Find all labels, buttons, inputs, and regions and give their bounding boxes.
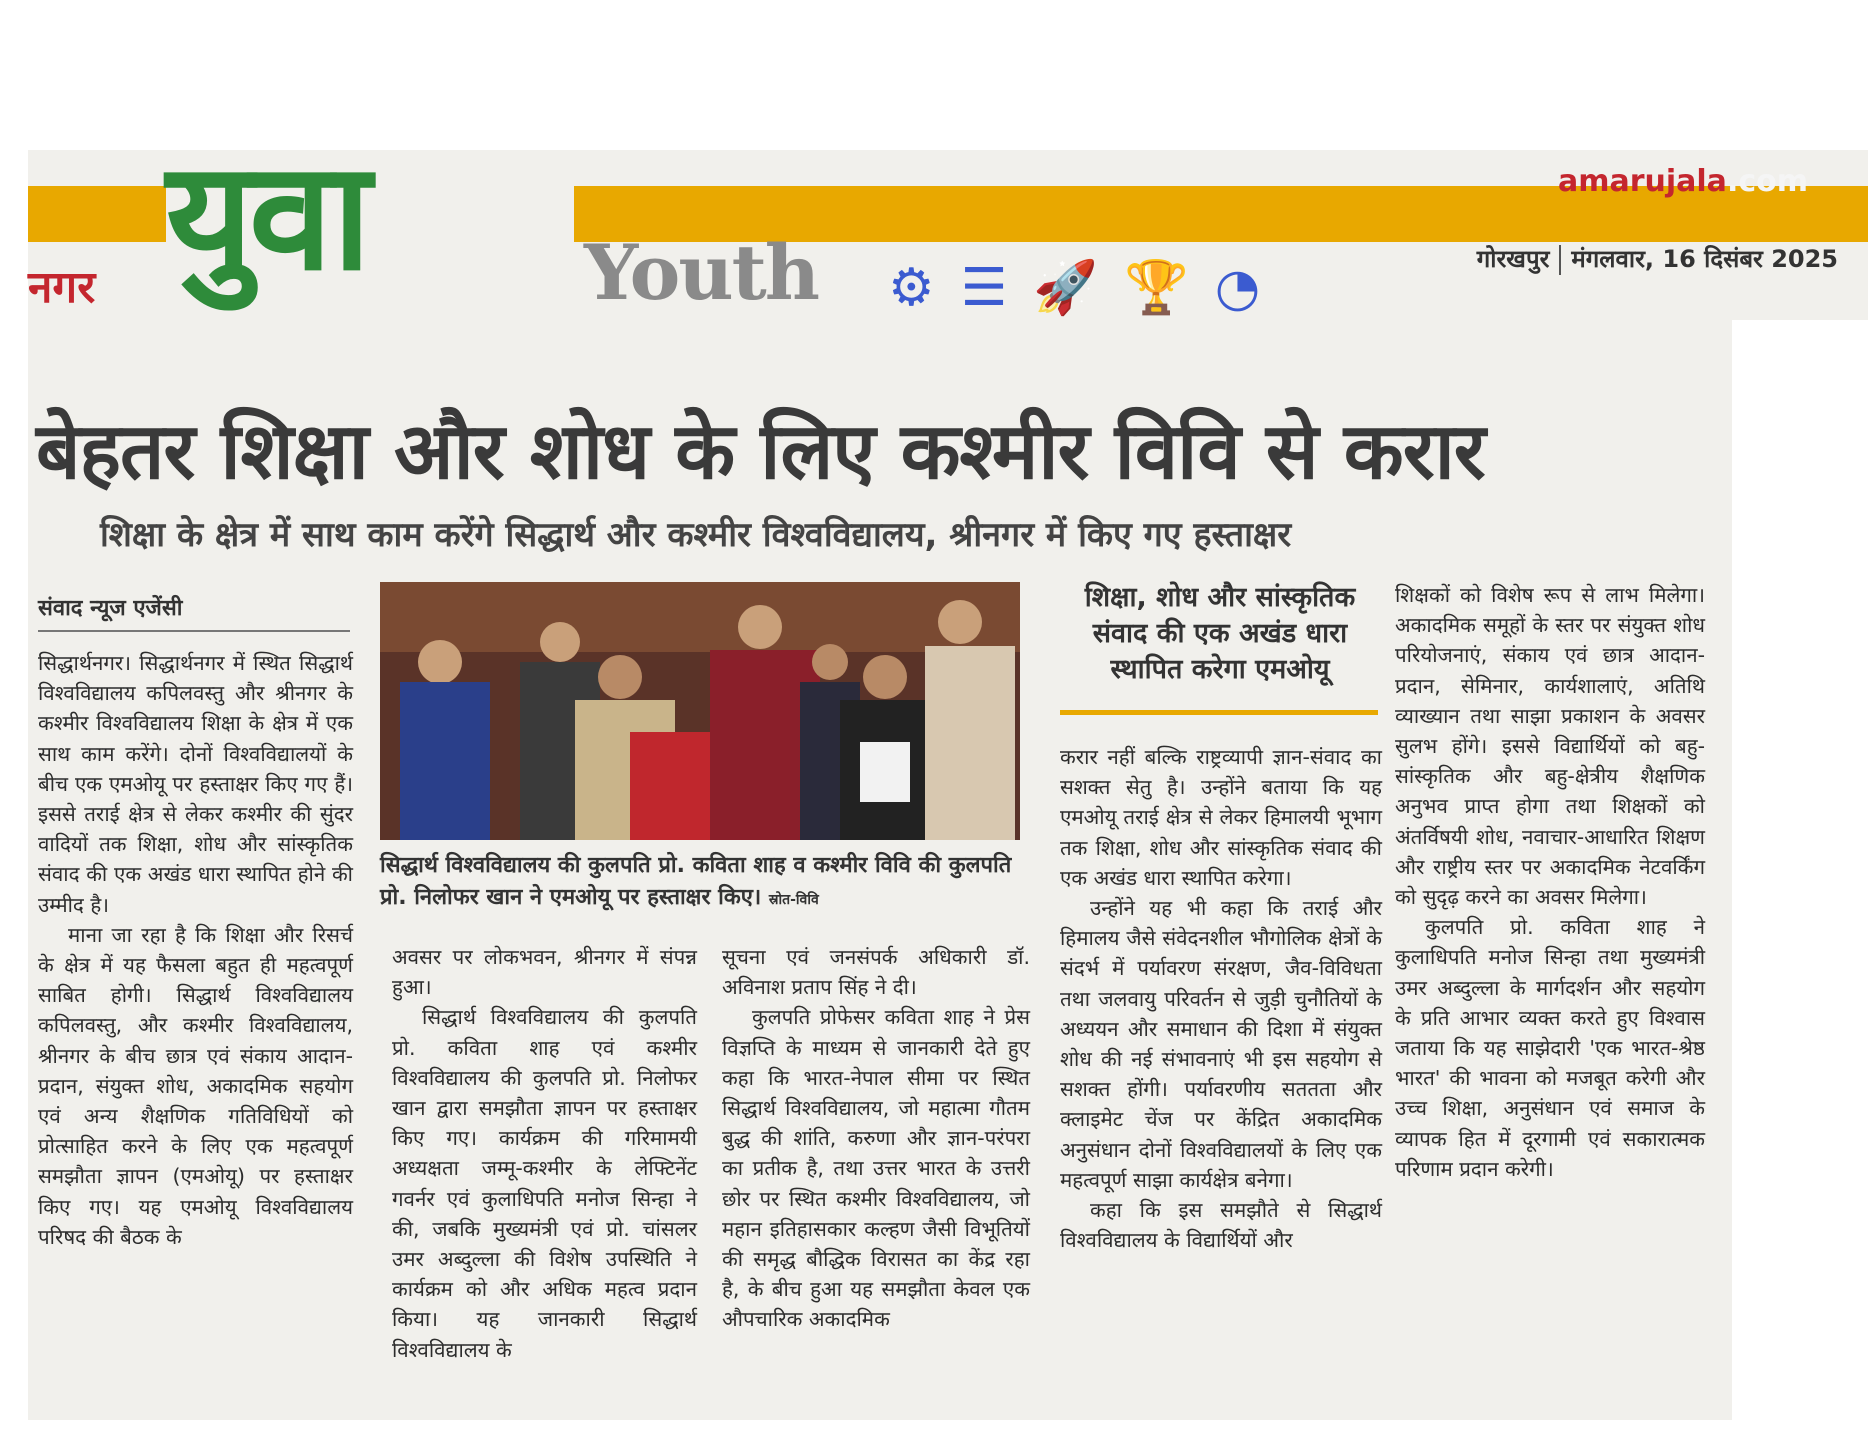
paragraph: सिद्धार्थ विश्वविद्यालय की कुलपति प्रो. कविता शाह एवं कश्मीर विश्वविद्यालय की कुलपति प्रो. निलोफर खान द्वारा समझौता ज्ञापन पर हस्ताक्षर किए गए। कार्यक्रम की गरिमामयी अध्यक्षता जम्मू-कश्मीर के लेफ्टिनेंट गवर्नर एवं कुलाधिपति मनोज सिन्हा ने की, जबकि मुख्यमंत्री एवं प्रो. चांसलर उमर अब्दुल्ला की विशेष उपस्थिति ने कार्यक्रम को और अधिक महत्व प्रदान किया। यह जानकारी सिद्धार्थ विश्वविद्यालय के [392, 1005, 697, 1362]
paragraph: सूचना एवं जनसंपर्क अधिकारी डॉ. अविनाश प्रताप सिंह ने दी। [722, 945, 1030, 1000]
paragraph: शिक्षकों को विशेष रूप से लाभ मिलेगा। अकादमिक समूहों के स्तर पर संयुक्त शोध परियोजनाएं, संकाय एवं छात्र आदान-प्रदान, सेमिनार, कार्यशालाएं, अतिथि व्याख्यान तथा साझा प्रकाशन के अवसर सुलभ होंगे। इससे विद्यार्थियों को बहु-सांस्कृतिक और बहु-क्षेत्रीय शैक्षणिक अनुभव प्राप्त होगा तथा शिक्षकों को अंतर्विषयी शोध, नवाचार-आधारित शिक्षण और राष्ट्रीय स्तर पर अकादमिक नेटवर्किंग को सुदृढ़ करने का अवसर मिलेगा। [1395, 583, 1705, 910]
byline: संवाद न्यूज एजेंसी [38, 596, 183, 621]
column-4 [1060, 742, 1382, 1255]
paragraph: कुलपति प्रोफेसर कविता शाह ने प्रेस विज्ञप्ति के माध्यम से जानकारी देते हुए कहा कि भारत-नेपाल सीमा पर स्थित सिद्धार्थ विश्वविद्यालय, जो महात्मा गौतम बुद्ध की शांति, करुणा और ज्ञान-परंपरा का प्रतीक है, तथा उत्तर भारत के उत्तरी छोर पर स्थित कश्मीर विश्वविद्यालय, जो महान इतिहासकार कल्हण जैसी विभूतियों की समृद्ध बौद्धिक विरासत का केंद्र रहा है, के बीच हुआ यह समझौता केवल एक औपचारिक अकादमिक [722, 1005, 1030, 1332]
dateline [1477, 242, 1838, 275]
brand-logo: amarujala.com [1557, 164, 1808, 199]
column-5 [1395, 580, 1705, 1184]
photo-illustration [380, 582, 1020, 840]
article-photo [380, 582, 1020, 840]
column-3 [722, 942, 1030, 1335]
paragraph: उन्होंने यह भी कहा कि तराई और हिमालय जैसे संवेदनशील भौगोलिक क्षेत्रों के संदर्भ में पर्यावरण संरक्षण, जैव-विविधता तथा जलवायु परिवर्तन से जुड़ी चुनौतियों के अध्ययन और समाधान की दिशा में संयुक्त शोध की नई संभावनाएं भी इस सहयोग से सशक्त होंगी। पर्यावरणीय सततता और क्लाइमेट चेंज पर केंद्रित अकादमिक अनुसंधान दोनों विश्वविद्यालयों के लिए एक महत्वपूर्ण साझा कार्यक्षेत्र बनेगा। [1060, 896, 1382, 1192]
subheadline: शिक्षा के क्षेत्र में साथ काम करेंगे सिद्धार्थ और कश्मीर विश्वविद्यालय, श्रीनगर में किए गए हस्ताक्षर [100, 515, 1292, 555]
section-title: युवा [166, 130, 368, 304]
paragraph: अवसर पर लोकभवन, श्रीनगर में संपन्न हुआ। [392, 945, 697, 1000]
photo-source: स्रोत-विवि [768, 892, 819, 908]
masthead [28, 130, 1868, 320]
column-1 [38, 648, 353, 1252]
page-margin [1732, 320, 1868, 1430]
trophy-icon: 🏆 [1124, 258, 1189, 318]
section-title-en: Youth [584, 228, 818, 317]
gear-icon: ⚙ [888, 258, 935, 318]
paragraph: कहा कि इस समझौते से सिद्धार्थ विश्वविद्यालय के विद्यार्थियों और [1060, 1198, 1382, 1253]
paragraph: करार नहीं बल्कि राष्ट्रव्यापी ज्ञान-संवाद का सशक्त सेतु है। उन्होंने बताया कि यह एमओयू तराई क्षेत्र से लेकर हिमालयी भूभाग तक शिक्षा, शोध और सांस्कृतिक संवाद की एक अखंड धारा स्थापित करेगा। [1060, 745, 1382, 890]
pull-quote-rule [1060, 710, 1378, 715]
paragraph: कुलपति प्रो. कविता शाह ने कुलाधिपति मनोज सिन्हा तथा मुख्यमंत्री उमर अब्दुल्ला के मार्गदर्शन और सहयोग के प्रति आभार व्यक्त करते हुए विश्वास जताया कि यह साझेदारी 'एक भारत-श्रेष्ठ भारत' की भावना को मजबूत करेगी और उच्च शिक्षा, अनुसंधान एवं समाज के व्यापक हित में दूरगामी एवं सकारात्मक परिणाम प्रदान करेगी। [1395, 915, 1705, 1181]
section-title-box [166, 130, 574, 310]
city: गोरखपुर [1476, 245, 1550, 273]
chart-icon: ◔ [1214, 258, 1261, 318]
byline-rule [38, 630, 350, 632]
headline: बेहतर शिक्षा और शोध के लिए कश्मीर विवि से करार [36, 407, 1485, 497]
decorative-icons [888, 258, 1261, 318]
pull-quote: शिक्षा, शोध और सांस्कृतिक संवाद की एक अखंड धारा स्थापित करेगा एमओयू [1084, 582, 1356, 685]
section-left-label: नगर [28, 262, 96, 313]
date: मंगलवार, 16 दिसंबर 2025 [1571, 245, 1838, 273]
paragraph: सिद्धार्थनगर। सिद्धार्थनगर में स्थित सिद्धार्थ विश्वविद्यालय कपिलवस्तु और श्रीनगर के कश्मीर विश्वविद्यालय शिक्षा के क्षेत्र में एक साथ काम करेंगे। दोनों विश्वविद्यालयों के बीच एक एमओयू पर हस्ताक्षर किए गए हैं। इससे तराई क्षेत्र से लेकर कश्मीर की सुंदर वादियों तक शिक्षा, शोध और सांस्कृतिक संवाद की एक अखंड धारा स्थापित होने की उम्मीद है। [38, 651, 353, 917]
column-2 [392, 942, 697, 1365]
checklist-icon: ☰ [960, 258, 1008, 318]
paragraph: माना जा रहा है कि शिक्षा और रिसर्च के क्षेत्र में यह फैसला बहुत ही महत्वपूर्ण साबित होगी। सिद्धार्थ विश्वविद्यालय कपिलवस्तु, और कश्मीर विश्वविद्यालय, श्रीनगर के बीच छात्र एवं संकाय आदान-प्रदान, संयुक्त शोध, अकादमिक सहयोग एवं अन्य शैक्षणिक गतिविधियों को प्रोत्साहित करने के लिए एक महत्वपूर्ण समझौता ज्ञापन (एमओयू) पर हस्ताक्षर किए गए। यह एमओयू विश्वविद्यालय परिषद की बैठक के [38, 922, 353, 1249]
rocket-icon: 🚀 [1033, 258, 1098, 318]
photo-caption: सिद्धार्थ विश्वविद्यालय की कुलपति प्रो. कविता शाह व कश्मीर विवि की कुलपति प्रो. निलोफर खान ने एमओयू पर हस्ताक्षर किए। स्रोत-विवि [380, 853, 1012, 910]
